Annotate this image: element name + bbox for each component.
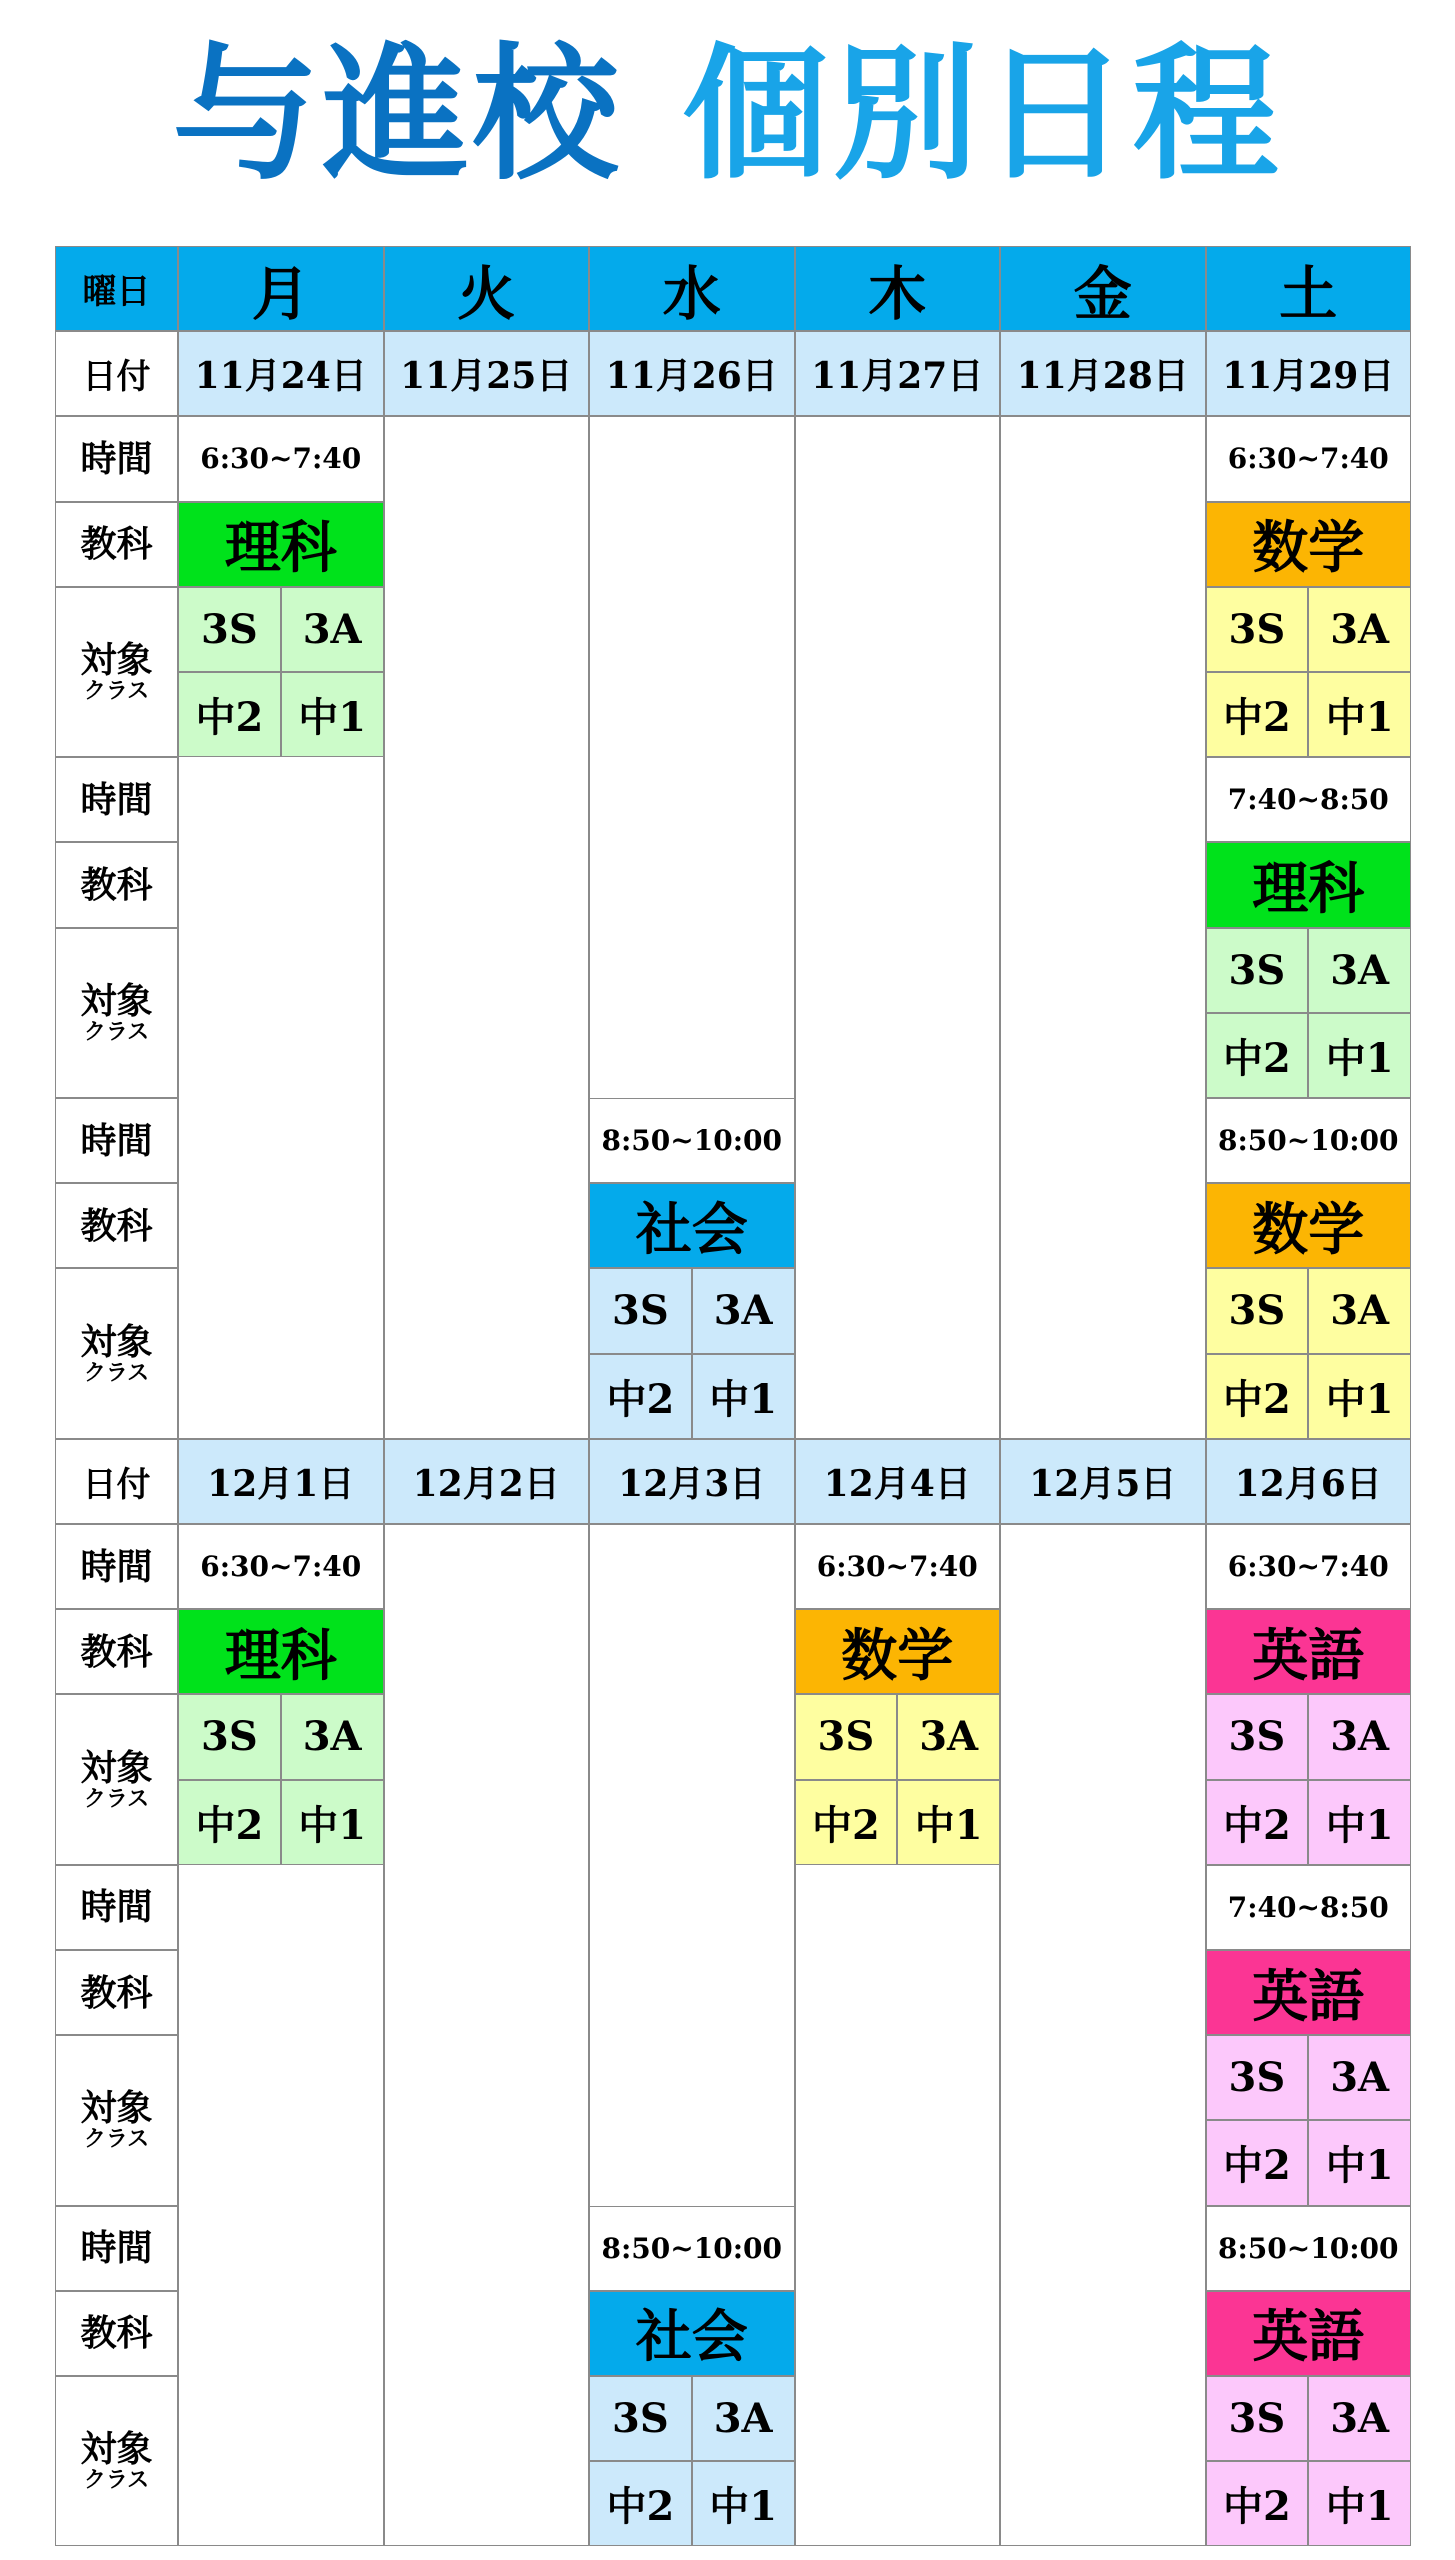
lesson-subject: 理科 bbox=[1206, 842, 1412, 927]
target-class-row-label bbox=[55, 2376, 178, 2546]
subject-row-label bbox=[55, 502, 178, 587]
target-class-badge: 3A bbox=[897, 1694, 1000, 1779]
target-class-badge: 3S bbox=[1206, 928, 1309, 1013]
day-header-0: 月 bbox=[178, 246, 384, 331]
target-class-badge: 中1 bbox=[1308, 672, 1411, 757]
time-row-label-text: 時間 bbox=[80, 1886, 153, 1929]
lesson-time: 7:40~8:50 bbox=[1206, 757, 1412, 842]
lesson-time: 7:40~8:50 bbox=[1206, 1865, 1412, 1950]
target-class-badge: 3A bbox=[281, 1694, 384, 1779]
target-class-badge: 3A bbox=[692, 1268, 795, 1353]
date-cell-w1-0: 12月1日 bbox=[178, 1439, 384, 1524]
lesson-subject: 数学 bbox=[1206, 502, 1412, 587]
target-class-row-label-text: 対象 bbox=[80, 2428, 153, 2471]
day-column-w1-1 bbox=[384, 1524, 590, 2546]
target-class-row-label-text: 対象 bbox=[80, 1746, 153, 1789]
target-class-badge: 中1 bbox=[692, 2461, 795, 2546]
date-cell-w0-2: 11月26日 bbox=[589, 331, 795, 416]
target-class-badge: 中2 bbox=[1206, 2120, 1309, 2205]
target-class-badge: 3S bbox=[1206, 2035, 1309, 2120]
target-class-badge: 中1 bbox=[692, 1354, 795, 1439]
target-class-row-label bbox=[55, 1694, 178, 1864]
date-cell-w1-2: 12月3日 bbox=[589, 1439, 795, 1524]
date-cell-w1-4: 12月5日 bbox=[1000, 1439, 1206, 1524]
lesson-subject: 英語 bbox=[1206, 1609, 1412, 1694]
target-class-badge: 中1 bbox=[1308, 1013, 1411, 1098]
target-class-badge: 3A bbox=[281, 587, 384, 672]
date-cell-w0-3: 11月27日 bbox=[795, 331, 1001, 416]
youbi-header: 曜日 bbox=[55, 246, 178, 331]
time-row-label bbox=[55, 1865, 178, 1950]
class-label-text: クラス bbox=[83, 1359, 150, 1386]
lesson-time: 6:30~7:40 bbox=[795, 1524, 1001, 1609]
subject-row-label-text: 教科 bbox=[80, 863, 153, 906]
target-class-row-label-text: 対象 bbox=[80, 638, 153, 681]
target-class-row-label bbox=[55, 928, 178, 1098]
time-row-label-text: 時間 bbox=[80, 778, 153, 821]
day-column-w0-1 bbox=[384, 416, 590, 1438]
class-label-text: クラス bbox=[83, 677, 150, 704]
schedule-title: 個別日程 bbox=[682, 30, 1283, 200]
time-row-label bbox=[55, 1098, 178, 1183]
lesson-time: 6:30~7:40 bbox=[178, 416, 384, 501]
target-class-badge: 3S bbox=[795, 1694, 898, 1779]
date-cell-w1-5: 12月6日 bbox=[1206, 1439, 1412, 1524]
target-class-row-label-text: 対象 bbox=[80, 2087, 153, 2130]
subject-row-label-text: 教科 bbox=[80, 523, 153, 566]
lesson-subject: 理科 bbox=[178, 502, 384, 587]
lesson-time: 6:30~7:40 bbox=[178, 1524, 384, 1609]
lesson-subject: 社会 bbox=[589, 2291, 795, 2376]
lesson-time: 6:30~7:40 bbox=[1206, 416, 1412, 501]
target-class-badge: 中1 bbox=[1308, 1780, 1411, 1865]
target-class-badge: 中2 bbox=[589, 2461, 692, 2546]
target-class-badge: 中1 bbox=[281, 672, 384, 757]
lesson-time: 8:50~10:00 bbox=[1206, 2206, 1412, 2291]
date-cell-w1-1: 12月2日 bbox=[384, 1439, 590, 1524]
day-header-3: 木 bbox=[795, 246, 1001, 331]
lesson-subject: 社会 bbox=[589, 1183, 795, 1268]
target-class-badge: 3A bbox=[1308, 1268, 1411, 1353]
target-class-badge: 3A bbox=[1308, 928, 1411, 1013]
target-class-badge: 中1 bbox=[1308, 2120, 1411, 2205]
time-row-label-text: 時間 bbox=[80, 1119, 153, 1162]
subject-row-label-text: 教科 bbox=[80, 1204, 153, 1247]
time-row-label bbox=[55, 416, 178, 501]
target-class-row-label bbox=[55, 1268, 178, 1438]
target-class-badge: 中1 bbox=[897, 1780, 1000, 1865]
target-class-row-label bbox=[55, 587, 178, 757]
date-cell-w0-1: 11月25日 bbox=[384, 331, 590, 416]
day-column-w1-4 bbox=[1000, 1524, 1206, 2546]
target-class-badge: 3A bbox=[1308, 2376, 1411, 2461]
day-header-2: 水 bbox=[589, 246, 795, 331]
lesson-time: 8:50~10:00 bbox=[589, 1098, 795, 1183]
target-class-badge: 3S bbox=[178, 587, 281, 672]
time-row-label-text: 時間 bbox=[80, 437, 153, 480]
time-row-label-text: 時間 bbox=[80, 2227, 153, 2270]
target-class-badge: 3S bbox=[1206, 1694, 1309, 1779]
target-class-badge: 中2 bbox=[178, 1780, 281, 1865]
target-class-row-label-text: 対象 bbox=[80, 1320, 153, 1363]
subject-row-label bbox=[55, 842, 178, 927]
lesson-subject: 理科 bbox=[178, 1609, 384, 1694]
target-class-badge: 3S bbox=[1206, 1268, 1309, 1353]
subject-row-label bbox=[55, 1183, 178, 1268]
day-column-w0-3 bbox=[795, 416, 1001, 1438]
target-class-badge: 中2 bbox=[589, 1354, 692, 1439]
target-class-badge: 3S bbox=[589, 1268, 692, 1353]
day-header-4: 金 bbox=[1000, 246, 1206, 331]
subject-row-label-text: 教科 bbox=[80, 1630, 153, 1673]
target-class-badge: 3S bbox=[1206, 2376, 1309, 2461]
date-row-label: 日付 bbox=[55, 331, 178, 416]
date-cell-w1-3: 12月4日 bbox=[795, 1439, 1001, 1524]
target-class-badge: 中1 bbox=[1308, 2461, 1411, 2546]
subject-row-label bbox=[55, 1950, 178, 2035]
day-header-1: 火 bbox=[384, 246, 590, 331]
target-class-badge: 中2 bbox=[1206, 1780, 1309, 1865]
class-label-text: クラス bbox=[83, 2126, 150, 2153]
target-class-badge: 3S bbox=[1206, 587, 1309, 672]
target-class-row-label-text: 対象 bbox=[80, 979, 153, 1022]
target-class-badge: 中2 bbox=[178, 672, 281, 757]
day-column-w0-4 bbox=[1000, 416, 1206, 1438]
date-row-label: 日付 bbox=[55, 1439, 178, 1524]
target-class-badge: 3A bbox=[1308, 587, 1411, 672]
date-cell-w0-4: 11月28日 bbox=[1000, 331, 1206, 416]
lesson-time: 8:50~10:00 bbox=[1206, 1098, 1412, 1183]
target-class-badge: 中2 bbox=[1206, 1354, 1309, 1439]
subject-row-label bbox=[55, 1609, 178, 1694]
time-row-label bbox=[55, 757, 178, 842]
lesson-subject: 数学 bbox=[1206, 1183, 1412, 1268]
target-class-badge: 中1 bbox=[281, 1780, 384, 1865]
school-name: 与進校 bbox=[172, 30, 623, 200]
subject-row-label bbox=[55, 2291, 178, 2376]
target-class-badge: 中2 bbox=[1206, 672, 1309, 757]
target-class-badge: 中2 bbox=[795, 1780, 898, 1865]
time-row-label bbox=[55, 1524, 178, 1609]
target-class-badge: 3A bbox=[692, 2376, 795, 2461]
lesson-subject: 数学 bbox=[795, 1609, 1001, 1694]
target-class-badge: 3A bbox=[1308, 1694, 1411, 1779]
target-class-badge: 3S bbox=[178, 1694, 281, 1779]
lesson-subject: 英語 bbox=[1206, 2291, 1412, 2376]
target-class-badge: 中2 bbox=[1206, 2461, 1309, 2546]
time-row-label-text: 時間 bbox=[80, 1545, 153, 1588]
target-class-badge: 中2 bbox=[1206, 1013, 1309, 1098]
lesson-subject: 英語 bbox=[1206, 1950, 1412, 2035]
day-header-5: 土 bbox=[1206, 246, 1412, 331]
subject-row-label-text: 教科 bbox=[80, 2312, 153, 2355]
time-row-label bbox=[55, 2206, 178, 2291]
target-class-badge: 3A bbox=[1308, 2035, 1411, 2120]
target-class-row-label bbox=[55, 2035, 178, 2205]
target-class-badge: 中1 bbox=[1308, 1354, 1411, 1439]
class-label-text: クラス bbox=[83, 2467, 150, 2494]
lesson-time: 6:30~7:40 bbox=[1206, 1524, 1412, 1609]
subject-row-label-text: 教科 bbox=[80, 1971, 153, 2014]
date-cell-w0-5: 11月29日 bbox=[1206, 331, 1412, 416]
class-label-text: クラス bbox=[83, 1018, 150, 1045]
date-cell-w0-0: 11月24日 bbox=[178, 331, 384, 416]
lesson-time: 8:50~10:00 bbox=[589, 2206, 795, 2291]
target-class-badge: 3S bbox=[589, 2376, 692, 2461]
class-label-text: クラス bbox=[83, 1785, 150, 1812]
